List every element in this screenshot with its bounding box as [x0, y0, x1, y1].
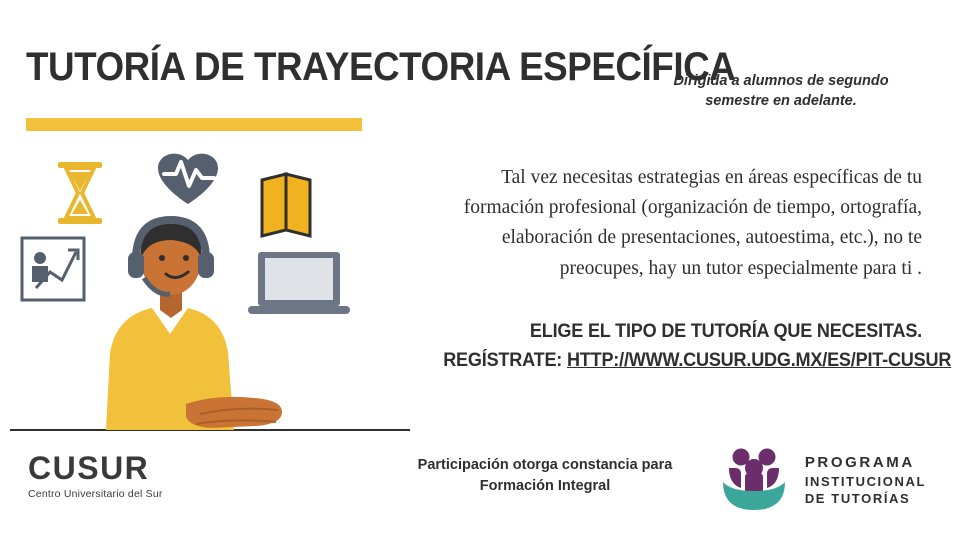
pit-line-1: PROGRAMA [804, 454, 915, 472]
participation-caption: Participación otorga constancia para Formación Integral [417, 457, 673, 495]
hourglass-icon [58, 162, 102, 224]
pit-logo-text [805, 453, 926, 507]
pit-mark-icon [715, 444, 793, 517]
cta-line-2 [443, 347, 952, 376]
cta-register-label: REGÍSTRATE: [443, 349, 567, 371]
student-illustration [10, 138, 420, 448]
title-underline-bar [26, 118, 362, 131]
cusur-logo-subtitle: Centro Universitario del Sur [28, 488, 163, 500]
call-to-action [418, 318, 952, 375]
cusur-logo-name: CUSUR [28, 450, 150, 486]
pit-logo [715, 444, 926, 517]
heart-pulse-icon [158, 154, 218, 204]
audience-note: Dirigida a alumnos de segundo semestre en adelante. [673, 73, 889, 109]
cta-line-1: ELIGE EL TIPO DE TUTORÍA QUE NECESITAS. [529, 321, 922, 342]
page-title: TUTORÍA DE TRAYECTORIA ESPECÍFICA [26, 45, 736, 89]
body-paragraph: Tal vez necesitas estrategias en áreas específicas de tu formación profesional (organización de tiempo, ortografía, elaboración de presentaciones, autoestima, etc.), no te preocupes, hay un tutor especialmente para ti . [463, 167, 922, 279]
cusur-logo [28, 452, 208, 500]
open-book-icon [262, 174, 310, 236]
growth-chart-icon [22, 238, 84, 300]
pit-line-2: INSTITUCIONAL [804, 474, 926, 490]
laptop-icon [248, 252, 350, 314]
pit-line-3: DE TUTORÍAS [804, 491, 911, 507]
registration-link[interactable]: HTTP://WWW.CUSUR.UDG.MX/ES/PIT-CUSUR [566, 349, 952, 371]
